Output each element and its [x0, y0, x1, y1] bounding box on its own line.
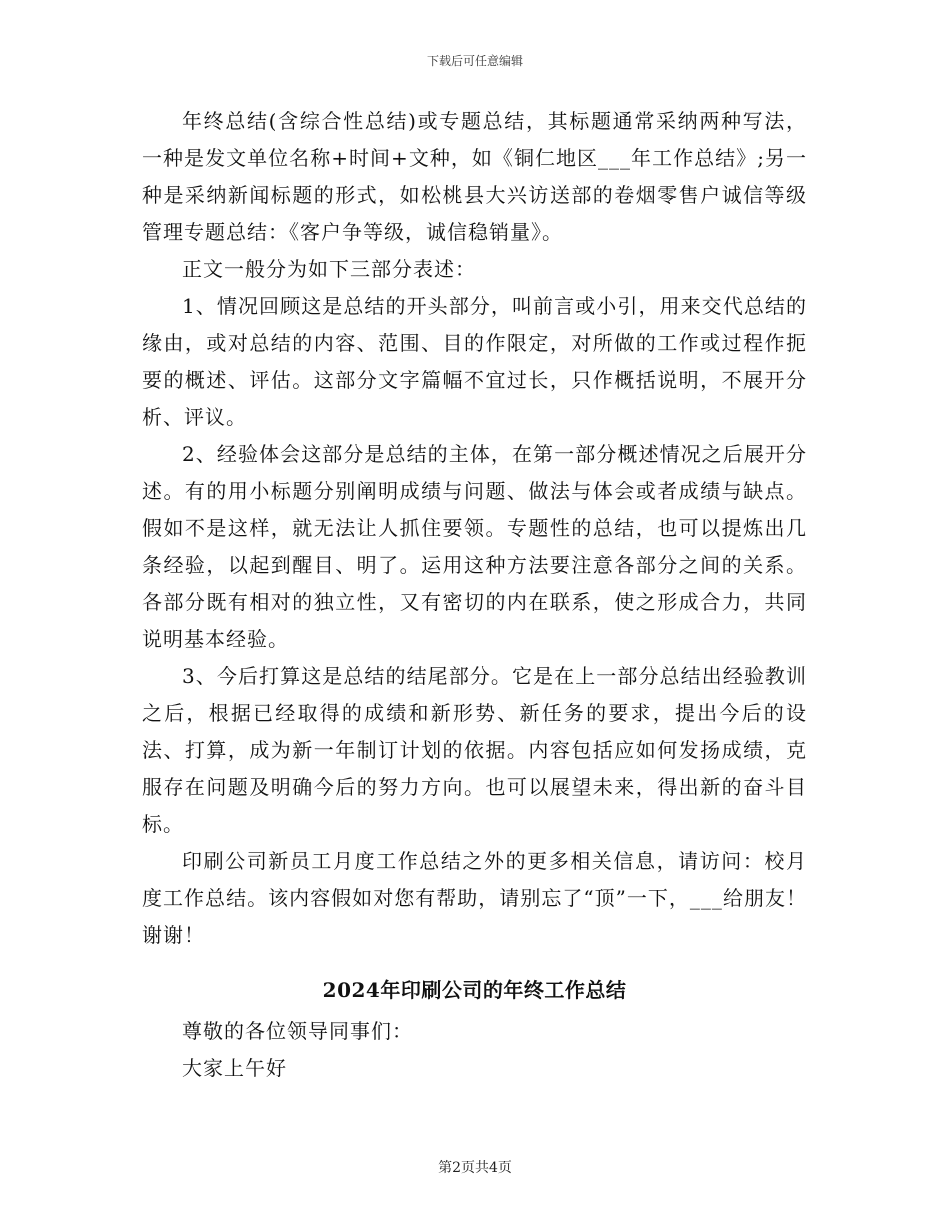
paragraph-title-formats: 年终总结(含综合性总结)或专题总结，其标题通常采纳两种写法，一种是发文单位名称+时间+文种，如《铜仁地区___年工作总结》;另一种是采纳新闻标题的形式，如松桃县大兴访送部的卷烟零售户诚信等级管理专题总结：《客户争等级，诚信稳销量》。	[142, 109, 807, 244]
section-title: 2024年印刷公司的年终工作总结	[322, 978, 627, 1002]
paragraph-body-intro: 正文一般分为如下三部分表述：	[182, 257, 476, 281]
salutation-line: 大家上午好	[182, 1056, 287, 1080]
page-header: 下载后可任意编辑	[426, 54, 523, 68]
paragraph-experience: 2、经验体会这部分是总结的主体，在第一部分概述情况之后展开分述。有的用小标题分别阐明成绩与问题、做法与体会或者成绩与缺点。假如不是这样，就无法让人抓住要领。专题性的总结，也可以提炼出几条经验，以起到醒目、明了。运用这种方法要注意各部分之间的关系。各部分既有相对的独立性，又有密切的内在联系，使之形成合力，共同说明基本经验。	[142, 442, 807, 651]
paragraph-more-info: 印刷公司新员工月度工作总结之外的更多相关信息，请访问：校月度工作总结。该内容假如对您有帮助，请别忘了“顶”一下，___给朋友！谢谢！	[142, 849, 807, 947]
document-body	[142, 103, 807, 1087]
paragraph-review: 1、情况回顾这是总结的开头部分，叫前言或小引，用来交代总结的缘由，或对总结的内容、范围、目的作限定，对所做的工作或过程作扼要的概述、评估。这部分文字篇幅不宜过长，只作概括说明，不展开分析、评议。	[142, 294, 807, 429]
page-number: 第2页共4页	[438, 1160, 512, 1176]
greeting-line: 尊敬的各位领导同事们：	[182, 1019, 413, 1043]
paragraph-plans: 3、今后打算这是总结的结尾部分。它是在上一部分总结出经验教训之后，根据已经取得的成绩和新形势、新任务的要求，提出今后的设法、打算，成为新一年制订计划的依据。内容包括应如何发扬成绩，克服存在问题及明确今后的努力方向。也可以展望未来，得出新的奋斗目标。	[142, 664, 807, 836]
